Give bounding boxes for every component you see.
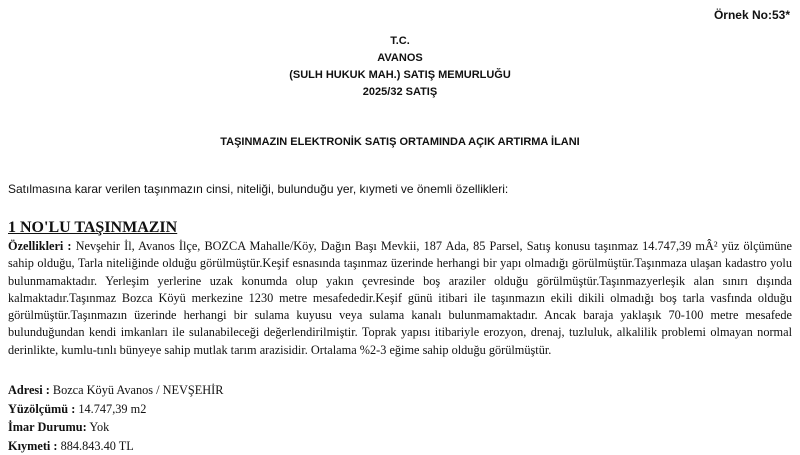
zoning-value: Yok [89, 420, 109, 434]
header-file-number: 2025/32 SATIŞ [0, 84, 800, 101]
property-heading: 1 NO'LU TAŞINMAZIN [8, 219, 177, 237]
zoning-label: İmar Durumu: [8, 420, 87, 434]
property-fields [8, 381, 223, 455]
features-label: Özellikleri : [8, 239, 72, 253]
value-row [8, 437, 223, 455]
property-features [8, 238, 792, 359]
intro-text: Satılmasına karar verilen taşınmazın cinsi, niteliği, bulunduğu yer, kıymeti ve önemli özellikleri: [8, 182, 508, 196]
address-label: Adresi : [8, 383, 50, 397]
address-value: Bozca Köyü Avanos / NEVŞEHİR [53, 383, 224, 397]
value-label: Kıymeti : [8, 439, 58, 453]
address-row [8, 381, 223, 400]
header-district: AVANOS [0, 50, 800, 67]
area-value: 14.747,39 m2 [78, 402, 146, 416]
features-text: Nevşehir İl, Avanos İlçe, BOZCA Mahalle/Köy, Dağın Başı Mevkii, 187 Ada, 85 Parsel, Satış konusu taşınmaz 14.747,39 mÂ² yüz ölçümüne sahip olduğu, Tarla niteliğinde olduğu görülmüştür.Keşif esnasında taşınmaz üzerinde herhangi bir yapı olmadığı görülmüştür.Taşınmaza ulaşan kadastro yolu bulunmamaktadır. Yerleşim yerlerine uzak konumda olup yakın çevresinde boş araziler olduğu görülmüştür.Taşınmazyerleşik alan sınırı dışında kalmaktadır.Taşınmaz Bozca Köyü merkezine 1230 metre mesafededir.Keşif günü itibari ile taşınmazın ekili dikili olmadığı boş tarla vasfında olduğu görülmüştür.Taşınmazın üzerinde herhangi bir sulama kuyusu veya sulama kanalı bulunmamaktadır. Ancak baraja yaklaşık 70-100 metre mesafede bulunduğundan kendi imkanları ile sulanabileceği değerlendirilmiştir. Toprak yapısı itibariyle erozyon, drenaj, tuzluluk, alkalilik problemi olmayan normal derinlikte, kumlu-tınlı bünyeye sahip mutlak tarım arazisidir. Ortalama %2-3 eğime sahip olduğu görülmüştür. [8, 239, 792, 357]
area-label: Yüzölçümü : [8, 402, 75, 416]
document-header [0, 33, 800, 101]
sample-number: Örnek No:53* [714, 8, 790, 22]
area-row [8, 400, 223, 419]
value-value: 884.843.40 TL [61, 439, 134, 453]
header-office: (SULH HUKUK MAH.) SATIŞ MEMURLUĞU [0, 67, 800, 84]
zoning-row [8, 418, 223, 437]
announcement-title: TAŞINMAZIN ELEKTRONİK SATIŞ ORTAMINDA AÇIK ARTIRMA İLANI [0, 136, 800, 148]
header-country: T.C. [0, 33, 800, 50]
